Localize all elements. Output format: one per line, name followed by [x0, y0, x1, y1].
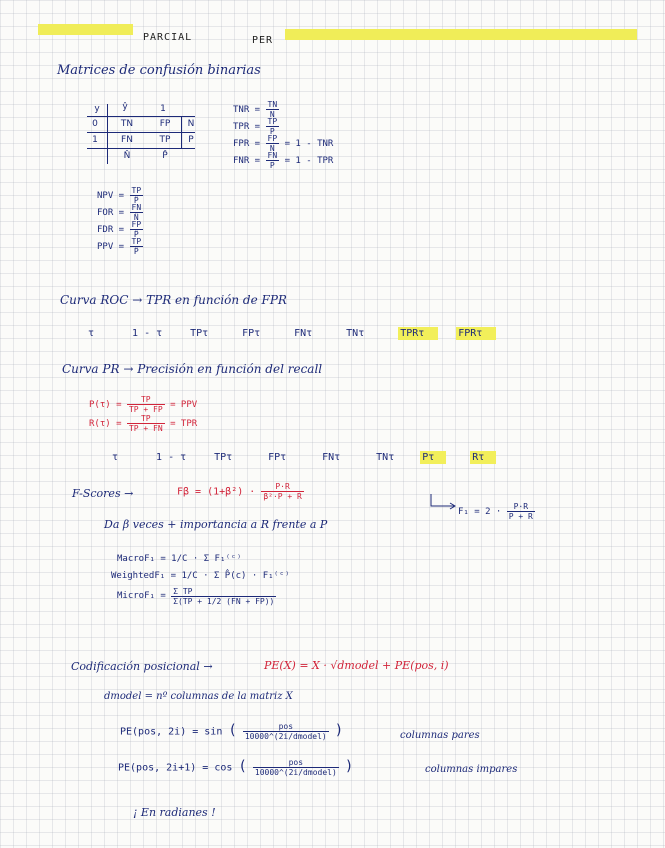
matrix-corner: y	[94, 104, 100, 114]
pr-col-tau: τ	[112, 452, 119, 463]
pred-for: FOR = $\frac{FN}{N̂}$	[97, 203, 142, 222]
matrix-cell-fn: FN	[121, 135, 133, 145]
pr-col-tp: TPτ	[214, 452, 233, 463]
pr-precision-def: P(τ) = $\frac{TP}{TP + FP}$ = PPV	[89, 395, 198, 414]
matrix-cell-fp: FP	[159, 119, 171, 129]
micro-f1: MicroF₁ = $\frac{\text{Σ TP}}{\Sigma(TP + 1/2 (FN + FP))}$	[117, 587, 275, 606]
title-highlight-right	[285, 29, 637, 40]
pr-col-p: Pτ	[420, 451, 446, 464]
roc-col-fn: FNτ	[294, 328, 313, 339]
matrix-cell-tp: TP	[159, 135, 171, 145]
pr-recall-def: R(τ) = $\frac{TP}{TP + FN}$ = TPR	[89, 414, 198, 433]
roc-col-fpr: FPRτ	[456, 327, 496, 340]
pr-col-fn: FNτ	[322, 452, 341, 463]
pe-radians: ¡ En radianes !	[133, 806, 216, 819]
matrix-row-0-sum: N	[187, 119, 195, 129]
title-per: PER	[252, 35, 274, 46]
pr-col-tn: TNτ	[376, 452, 395, 463]
pe-even: PE(pos, 2i) = sin ( $\frac{\text{pos}}{\text{10000\textasciicircum{}(2i/dmodel)}}$ )	[120, 722, 344, 741]
pr-columns	[112, 451, 496, 464]
pred-ppv: PPV = $\frac{TP}{P̂}$	[97, 237, 142, 256]
matrix-total-neg: N̂	[123, 151, 131, 161]
pred-npv: NPV = $\frac{TP}{P̂}$	[97, 186, 142, 205]
confusion-heading: Matrices de confusión binarias	[57, 63, 261, 78]
fbeta-note: Da β veces + importancia a R frente a P	[104, 518, 328, 531]
pe-odd-note: columnas impares	[425, 764, 518, 775]
pr-col-fp: FPτ	[268, 452, 287, 463]
matrix-cell-tn: TN	[120, 119, 134, 129]
roc-col-one-minus-tau: 1 - τ	[132, 328, 163, 339]
pr-col-r: Rτ	[470, 451, 496, 464]
roc-heading: Curva ROC → TPR en función de FPR	[60, 293, 287, 307]
pe-formula: PE(X) = X · √dmodel + PE(pos, i)	[264, 659, 449, 672]
matrix-row-0-label: 0	[92, 119, 98, 129]
matrix-row-1-label: 1	[92, 135, 98, 145]
rate-fnr: FNR = $\frac{FN}{P}$ = 1 - TPR	[233, 151, 334, 170]
rate-fpr: FPR = $\frac{FP}{N}$ = 1 - TNR	[233, 134, 334, 153]
rate-tpr: TPR = $\frac{TP}{P}$	[233, 117, 278, 136]
fbeta-formula: Fβ = (1+β²) · $\frac{P\cdot R}{\text{β²·P + R}}$	[177, 482, 302, 501]
pe-odd: PE(pos, 2i+1) = cos ( $\frac{\text{pos}}{\text{10000\textasciicircum{}(2i/dmodel)}}$ )	[118, 758, 354, 777]
title-parcial: PARCIAL	[143, 32, 193, 43]
rate-tnr: TNR = $\frac{TN}{N}$	[233, 100, 278, 119]
matrix-col-1: 1	[160, 104, 166, 114]
title-highlight-left	[38, 24, 133, 35]
macro-f1: MacroF₁ = 1/C · Σ F₁⁽ᶜ⁾	[117, 554, 242, 564]
f1-formula: F₁ = 2 · $\frac{P\cdot R}{P + R}$	[458, 502, 533, 521]
pr-heading: Curva PR → Precisión en función del recall	[62, 362, 323, 376]
roc-col-tpr: TPRτ	[398, 327, 438, 340]
pred-fdr: FDR = $\frac{FP}{P̂}$	[97, 220, 142, 239]
matrix-row-1-sum: P	[188, 135, 194, 145]
weighted-f1: WeightedF₁ = 1/C · Σ P̂(c) · F₁⁽ᶜ⁾	[111, 571, 290, 581]
roc-col-tn: TNτ	[346, 328, 365, 339]
roc-col-tau: τ	[88, 328, 95, 339]
f1-arrow-icon	[428, 492, 458, 512]
pe-heading: Codificación posicional →	[71, 660, 213, 673]
pe-even-note: columnas pares	[400, 730, 480, 741]
roc-col-tp: TPτ	[190, 328, 209, 339]
fscore-label: F-Scores →	[72, 487, 134, 500]
pr-col-one-minus-tau: 1 - τ	[156, 452, 187, 463]
roc-col-fp: FPτ	[242, 328, 261, 339]
matrix-col-pred: ŷ	[122, 102, 128, 112]
pe-dmodel: dmodel = nº columnas de la matriz X	[104, 691, 293, 702]
roc-columns	[88, 327, 496, 340]
matrix-total-pos: P̂	[162, 151, 168, 161]
